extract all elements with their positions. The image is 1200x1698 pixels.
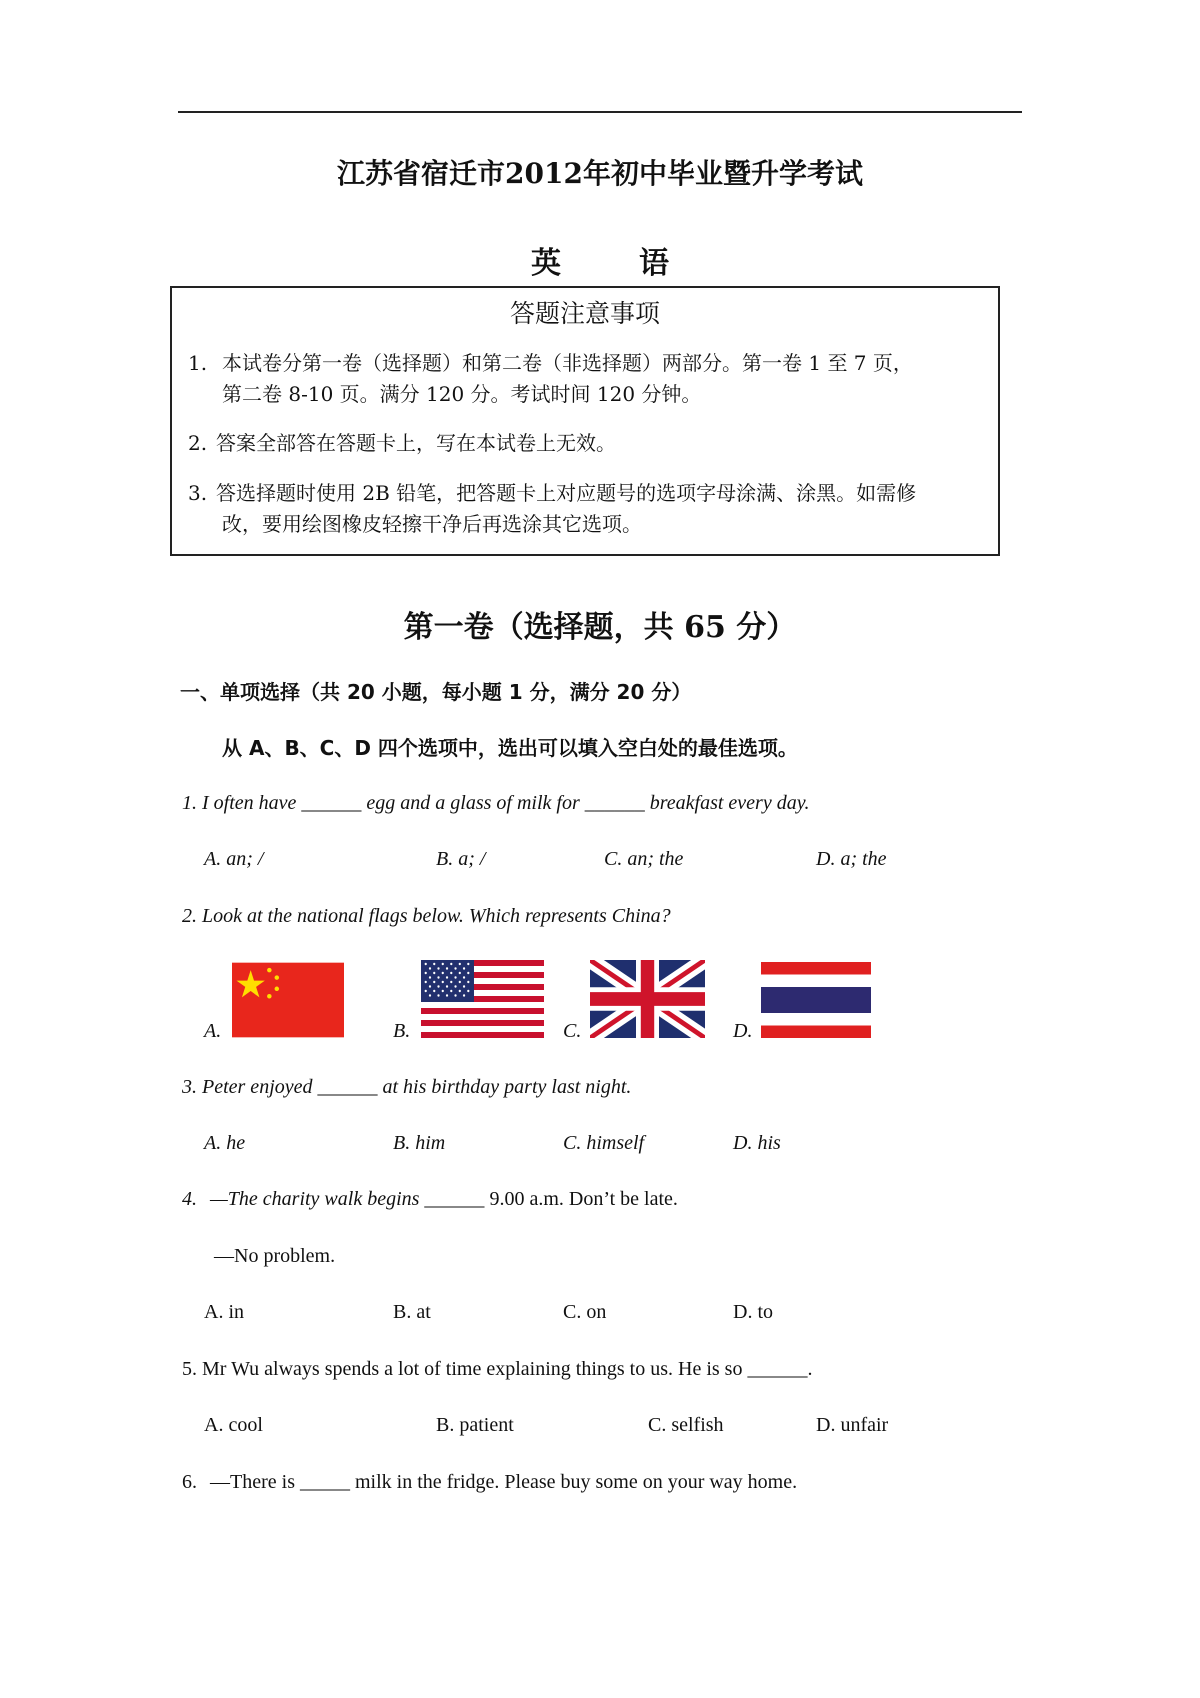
option-d: D. a; the	[816, 848, 887, 870]
question-number: 4.	[182, 1188, 197, 1210]
option-c: C. selfish	[648, 1414, 724, 1436]
thailand-flag-icon	[761, 962, 871, 1038]
usa-flag-icon	[421, 960, 544, 1038]
option-a: A. in	[204, 1301, 244, 1323]
question-stem	[182, 1471, 797, 1494]
option-c: C.	[563, 1020, 582, 1042]
option-c: C. on	[563, 1301, 607, 1323]
option-a: A.	[204, 1020, 222, 1042]
question-stem-rest: 9.00 a.m. Don’t be late.	[484, 1188, 678, 1210]
option-b: B. at	[393, 1301, 431, 1323]
notice-item-line: 改，要用绘图橡皮轻擦干净后再选涂其它选项。	[222, 512, 642, 536]
option-c: C. an; the	[604, 848, 684, 870]
uk-flag-icon	[590, 960, 705, 1038]
option-d: D.	[733, 1020, 753, 1042]
question-stem: 3. Peter enjoyed ______ at his birthday party last night.	[182, 1076, 632, 1098]
notice-item-line: 第二卷 8-10 页。满分 120 分。考试时间 120 分钟。	[222, 382, 702, 406]
option-d: D. unfair	[816, 1414, 889, 1436]
option-b: B.	[393, 1020, 411, 1042]
option-a: A. cool	[204, 1414, 263, 1436]
option-c: C. himself	[563, 1132, 645, 1154]
notice-title: 答题注意事项	[509, 299, 660, 328]
section-title: 一、单项选择（共 20 小题，每小题 1 分，满分 20 分）	[180, 680, 692, 704]
subject-title: 英语	[531, 246, 747, 281]
part-title: 第一卷（选择题，共 65 分）	[403, 610, 797, 645]
notice-item-number: 1.	[188, 351, 208, 375]
question-stem: 1. I often have ______ egg and a glass of milk for ______ breakfast every day.	[182, 792, 810, 814]
option-b: B. a; /	[436, 848, 486, 870]
notice-item-number: 3.	[188, 481, 208, 505]
notice-item-line: 本试卷分第一卷（选择题）和第二卷（非选择题）两部分。第一卷 1 至 7 页，	[222, 351, 913, 375]
section-instruction: 从 A、B、C、D 四个选项中，选出可以填入空白处的最佳选项。	[222, 736, 798, 760]
notice-item-number: 2.	[188, 431, 208, 455]
question-stem	[182, 1188, 678, 1211]
option-a: A. an; /	[204, 848, 264, 870]
header-rule	[178, 111, 1022, 113]
option-b: B. him	[393, 1132, 446, 1154]
exam-title: 江苏省宿迁市2012年初中毕业暨升学考试	[337, 157, 863, 190]
question-reply: —No problem.	[214, 1245, 336, 1267]
question-stem-text: —There is _____ milk in the fridge. Please buy some on your way home.	[210, 1471, 798, 1493]
option-b: B. patient	[436, 1414, 514, 1436]
notice-box	[170, 286, 1000, 556]
notice-item-line: 答案全部答在答题卡上，写在本试卷上无效。	[216, 431, 616, 455]
question-stem-italic: —The charity walk begins ______	[210, 1188, 485, 1210]
question-number: 6.	[182, 1471, 197, 1493]
question-stem: 2. Look at the national flags below. Which represents China?	[182, 905, 671, 927]
option-d: D. to	[733, 1301, 773, 1323]
china-flag-icon	[232, 962, 344, 1038]
option-d: D. his	[733, 1132, 781, 1154]
question-stem: 5. Mr Wu always spends a lot of time explaining things to us. He is so ______.	[182, 1358, 813, 1380]
notice-item-line: 答选择题时使用 2B 铅笔，把答题卡上对应题号的选项字母涂满、涂黑。如需修	[216, 481, 917, 505]
option-a: A. he	[204, 1132, 246, 1154]
